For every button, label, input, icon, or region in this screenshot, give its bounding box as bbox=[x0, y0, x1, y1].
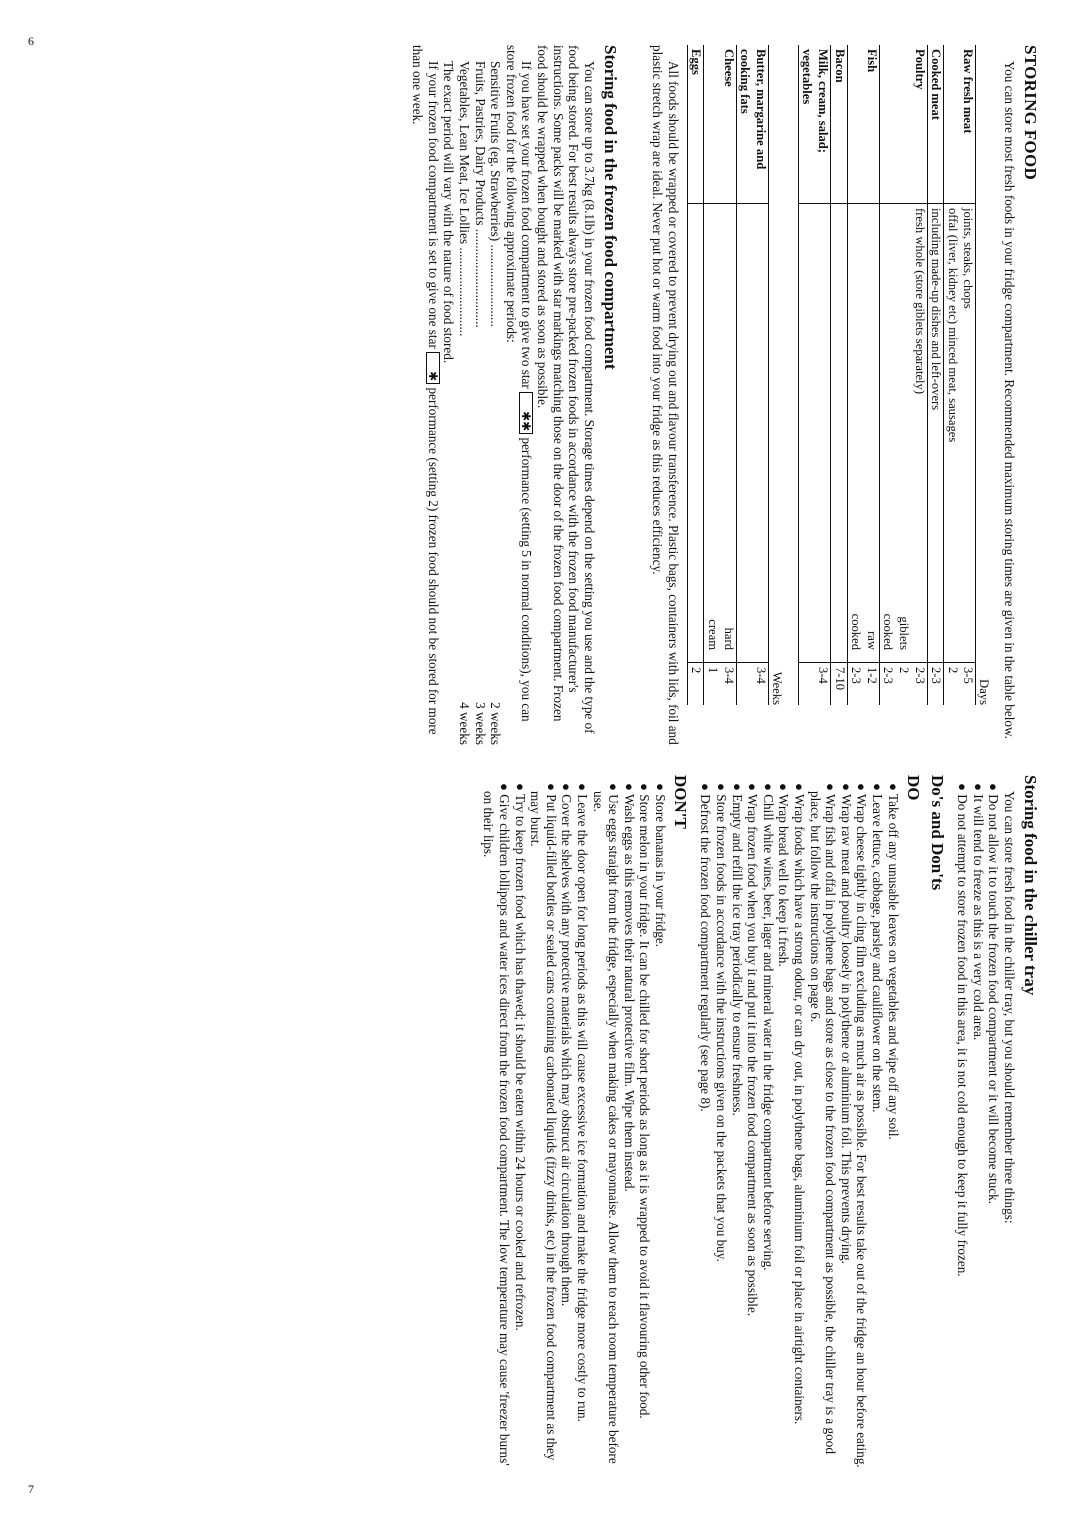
row-category: Cheese bbox=[720, 45, 736, 204]
period-value: 4 weeks bbox=[456, 702, 472, 745]
list-item bbox=[698, 775, 714, 1475]
storage-table-weeks bbox=[687, 45, 769, 705]
row-description bbox=[687, 204, 704, 663]
bullet-icon: ● bbox=[854, 783, 870, 795]
table-row bbox=[798, 45, 830, 705]
dont-list bbox=[481, 775, 668, 1475]
row-category: Raw fresh meat bbox=[960, 45, 976, 204]
frozen-paragraph-4-end: performance (setting 2) frozen food should not be stored for more than one week. bbox=[410, 45, 441, 735]
frozen-paragraph-2-start: If you have set your frozen food compartment to give two star bbox=[519, 61, 535, 389]
frozen-paragraph-2 bbox=[503, 45, 534, 745]
frozen-paragraph-3: The exact period will vary with the nature of food stored. bbox=[441, 61, 457, 364]
list-item bbox=[574, 775, 590, 1475]
row-value: 2 bbox=[895, 663, 911, 706]
row-category: Bacon bbox=[831, 45, 848, 204]
row-description: cooked bbox=[847, 204, 863, 663]
row-description bbox=[798, 204, 830, 663]
row-value: 1-2 bbox=[863, 663, 879, 706]
storing-food-intro: You can store most fresh foods in your fridge compartment. Recommended maximum storing times are given in the table below. bbox=[1002, 61, 1017, 739]
list-item-text: Empty and refill the ice tray periodically to ensure freshness. bbox=[729, 794, 745, 1116]
chiller-list bbox=[955, 775, 1002, 1475]
list-item bbox=[481, 775, 512, 1475]
row-category: Fish bbox=[863, 45, 879, 204]
list-item bbox=[970, 775, 986, 1475]
table-row bbox=[911, 45, 927, 705]
list-item-text: Try to keep frozen food which has thawed; it should be eaten within 24 hours or cooked and refrozen. bbox=[512, 794, 528, 1331]
row-value: 1 bbox=[704, 663, 720, 706]
dos-donts-title: Do's and Don'ts bbox=[927, 775, 947, 891]
row-value: 2-3 bbox=[927, 663, 944, 706]
period-row bbox=[472, 61, 488, 745]
bullet-icon: ● bbox=[652, 783, 668, 795]
list-item-text: Give children lollipops and water ices direct from the frozen food compartment. The low temperature may cause 'freezer burns' on their lips. bbox=[481, 791, 512, 1466]
list-item bbox=[986, 775, 1002, 1475]
list-item-text: Wrap cheese tightly in cling film excluding as much air as possible. For best results take out of the fridge an hour before eating. bbox=[854, 794, 870, 1468]
row-description bbox=[831, 204, 848, 663]
page-7-content bbox=[40, 775, 1040, 1475]
row-category bbox=[847, 45, 863, 204]
frozen-paragraph-4-start: If your frozen food compartment is set to give one star bbox=[425, 61, 441, 349]
row-value: 2-3 bbox=[911, 663, 927, 706]
list-item bbox=[838, 775, 854, 1475]
list-item-text: It will tend to freeze as this is a very cold area. bbox=[970, 794, 986, 1041]
list-item-text: Wrap frozen food when you buy it and put it into the frozen food compartment as soon as possible. bbox=[745, 794, 761, 1317]
row-value: 2-3 bbox=[847, 663, 863, 706]
table-row bbox=[895, 45, 911, 705]
list-item-text: Wrap bread well to keep it fresh. bbox=[776, 794, 792, 967]
table-row bbox=[960, 45, 976, 705]
row-category bbox=[944, 45, 960, 204]
table-row bbox=[831, 45, 848, 705]
bullet-icon: ● bbox=[559, 783, 575, 795]
bullet-icon: ● bbox=[698, 783, 714, 795]
weeks-unit-label: Weeks bbox=[769, 671, 784, 705]
list-item-text: Wrap foods which have a strong odour, or can dry out, in polythene bags, aluminium foil or place in airtight containers. bbox=[792, 794, 808, 1425]
bullet-icon: ● bbox=[729, 783, 745, 795]
bullet-icon: ● bbox=[496, 783, 512, 795]
list-item-text: Wrap fish and offal in polythene bags and store as close to the frozen food compartment as possible, the chiller tray is a good place, but follow the instructions on page 6. bbox=[807, 791, 839, 1454]
two-star-icon: ✱✱ bbox=[519, 392, 533, 434]
table-row bbox=[927, 45, 944, 705]
list-item-text: Do not allow it to touch the frozen food compartment or it will become stuck. bbox=[986, 794, 1002, 1205]
row-value: 3-5 bbox=[960, 663, 976, 706]
row-value: 3-4 bbox=[720, 663, 736, 706]
period-label: Fruits, Pastries, Dairy Products .............................. bbox=[472, 61, 488, 328]
row-category bbox=[879, 45, 895, 204]
bullet-icon: ● bbox=[885, 783, 901, 795]
list-item-text: Store melon in your fridge. It can be chilled for short periods as long as it is wrapped to avoid it flavouring other food. bbox=[637, 794, 653, 1419]
bullet-icon: ● bbox=[606, 783, 622, 795]
row-value: 2 bbox=[944, 663, 960, 706]
bullet-icon: ● bbox=[621, 783, 637, 795]
list-item-text: Leave lettuce, cabbage, parsley and cauliflower on the stem. bbox=[870, 794, 886, 1113]
list-item bbox=[776, 775, 792, 1475]
row-description: raw bbox=[863, 204, 879, 663]
row-description: giblets bbox=[895, 204, 911, 663]
one-star-icon: ✱ bbox=[426, 352, 440, 384]
list-item bbox=[869, 775, 885, 1475]
chiller-intro: You can store fresh food in the chiller tray, but you should remember three things: bbox=[1002, 791, 1017, 1224]
bullet-icon: ● bbox=[823, 783, 839, 795]
list-item bbox=[745, 775, 761, 1475]
page-6-content bbox=[50, 45, 1040, 745]
list-item bbox=[590, 775, 621, 1475]
list-item bbox=[652, 775, 668, 1475]
bullet-icon: ● bbox=[637, 783, 653, 795]
list-item bbox=[807, 775, 838, 1475]
row-description: hard bbox=[720, 204, 736, 663]
list-item-text: Store frozen foods in accordance with the instructions given on the packets that you buy. bbox=[714, 794, 730, 1262]
bullet-icon: ● bbox=[543, 783, 559, 795]
row-value: 2 bbox=[687, 663, 704, 706]
period-label: Sensitive Fruits (eg. Strawberries) ......................... bbox=[488, 61, 504, 327]
row-description: including made-up dishes and left-overs bbox=[927, 204, 944, 663]
list-item-text: Put liquid-filled bottles or sealed cans containing carbonated liquids (fizzy drinks, etc) in the frozen food compartment as they may burst. bbox=[528, 791, 559, 1461]
list-item bbox=[621, 775, 637, 1475]
list-item-text: Take off any unusable leaves on vegetables and wipe off any soil. bbox=[885, 794, 901, 1140]
list-item-text: Defrost the frozen food compartment regularly (see page 8). bbox=[698, 794, 714, 1112]
bullet-icon: ● bbox=[955, 783, 971, 795]
row-category: Eggs bbox=[687, 45, 704, 204]
list-item-text: Store bananas in your fridge. bbox=[652, 794, 668, 947]
chiller-section-title: Storing food in the chiller tray bbox=[1021, 775, 1040, 996]
row-description: cooked bbox=[879, 204, 895, 663]
table-row bbox=[687, 45, 704, 705]
list-item bbox=[760, 775, 776, 1475]
bullet-icon: ● bbox=[512, 783, 528, 795]
table-row bbox=[879, 45, 895, 705]
list-item bbox=[512, 775, 528, 1475]
frozen-section-title: Storing food in the frozen food compartment bbox=[600, 45, 620, 370]
row-category: Poultry bbox=[911, 45, 927, 204]
do-list bbox=[698, 775, 901, 1475]
page-number-left: 6 bbox=[28, 34, 34, 48]
row-value: 2-3 bbox=[879, 663, 895, 706]
row-description bbox=[736, 204, 768, 663]
list-item-text: Cover the shelves with any protective materials which may obstruct air circulation through them. bbox=[559, 794, 575, 1307]
list-item bbox=[637, 775, 653, 1475]
list-item bbox=[559, 775, 575, 1475]
bullet-icon: ● bbox=[792, 783, 808, 795]
bullet-icon: ● bbox=[745, 783, 761, 795]
frozen-paragraph-1: You can store up to 3.7kg (8.1lb) in your frozen food compartment. Storage times depend on the setting you use and the type of food being stored. For best results always store pre-packed frozen foods in accordance with the frozen food manufacturer's instructions. Some packs will be marked with star markings matching those on the door of the frozen food compartment. Frozen food should be wrapped when bought and stored as soon as possible. bbox=[534, 45, 597, 734]
list-item-text: Chill white wines, beer, lager and mineral water in the fridge compartment before serving. bbox=[760, 794, 776, 1271]
dont-heading: DON'T bbox=[670, 775, 690, 829]
list-item bbox=[791, 775, 807, 1475]
row-category bbox=[704, 45, 720, 204]
bullet-icon: ● bbox=[870, 783, 886, 795]
list-item bbox=[528, 775, 559, 1475]
row-value: 3-4 bbox=[736, 663, 768, 706]
list-item bbox=[714, 775, 730, 1475]
period-value: 3 weeks bbox=[472, 702, 488, 745]
period-value: 2 weeks bbox=[488, 702, 504, 745]
row-category bbox=[895, 45, 911, 204]
table-row bbox=[944, 45, 960, 705]
bullet-icon: ● bbox=[760, 783, 776, 795]
row-category: Cooked meat bbox=[927, 45, 944, 204]
table-row bbox=[863, 45, 879, 705]
row-category: Butter, margarine and cooking fats bbox=[736, 45, 768, 204]
bullet-icon: ● bbox=[986, 783, 1002, 795]
list-item bbox=[729, 775, 745, 1475]
row-description: joints, steaks, chops bbox=[960, 204, 976, 663]
row-value: 3-4 bbox=[798, 663, 830, 706]
table-row bbox=[704, 45, 720, 705]
table-row bbox=[736, 45, 768, 705]
list-item bbox=[854, 775, 870, 1475]
row-description: cream bbox=[704, 204, 720, 663]
storage-periods-list bbox=[456, 45, 503, 745]
table-row bbox=[847, 45, 863, 705]
list-item-text: Use eggs straight from the fridge, especially when making cakes or mayonnaise. Allow them to reach room temperature before use. bbox=[590, 791, 622, 1464]
row-description: offal (liver, kidney etc) minced meat, sausages bbox=[944, 204, 960, 663]
do-heading: DO bbox=[903, 775, 923, 801]
bullet-icon: ● bbox=[714, 783, 730, 795]
period-label: Vegetables, Lean Meat, Ice Lollies ........................... bbox=[456, 61, 472, 337]
list-item-text: Wrap raw meat and poultry loosely in polythene or aluminium foil. This prevents drying. bbox=[838, 794, 854, 1264]
list-item-text: Wash eggs as this removes their natural protective film. Wipe them instead. bbox=[621, 794, 637, 1192]
bullet-icon: ● bbox=[970, 783, 986, 795]
row-description: fresh whole (store giblets separately) bbox=[911, 204, 927, 663]
storing-food-title: STORING FOOD bbox=[1021, 45, 1040, 181]
storage-table-days bbox=[798, 45, 977, 705]
page-number-right: 7 bbox=[28, 1482, 34, 1496]
row-value: 7-10 bbox=[831, 663, 848, 706]
list-item-text: Do not attempt to store frozen food in this area, it is not cold enough to keep it fully frozen. bbox=[955, 794, 971, 1277]
row-category: Milk, cream, salad; vegetables bbox=[798, 45, 830, 204]
frozen-paragraph-2-end: performance (setting 5 in normal conditions), you can store frozen food for the following approximate periods: bbox=[503, 45, 535, 722]
bullet-icon: ● bbox=[776, 783, 792, 795]
bullet-icon: ● bbox=[838, 783, 854, 795]
wrap-note: All foods should be wrapped or covered to prevent drying out and flavour transference. Plastic bags, containers with lids, foil and plastic stretch wrap are ideal. Never put hot or warm food into your fridge as this reduces efficiency. bbox=[650, 45, 681, 745]
bullet-icon: ● bbox=[574, 783, 590, 795]
list-item-text: Leave the door open for long periods as this will cause excessive ice formation and make the fridge more costly to run. bbox=[574, 794, 590, 1422]
period-row bbox=[456, 61, 472, 745]
frozen-paragraph-4 bbox=[410, 45, 441, 745]
table-row bbox=[720, 45, 736, 705]
list-item bbox=[885, 775, 901, 1475]
list-item bbox=[955, 775, 971, 1475]
days-unit-label: Days bbox=[977, 679, 992, 705]
period-row bbox=[488, 61, 504, 745]
